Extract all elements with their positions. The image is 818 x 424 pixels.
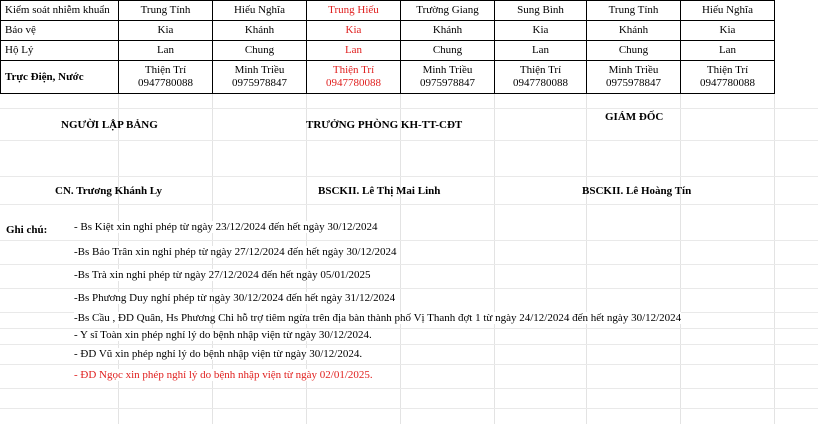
table-cell[interactable]: Kia [495,21,587,41]
staff-name: Minh Triều [234,64,285,76]
row-label[interactable]: Kiểm soát nhiễm khuẩn [1,1,119,21]
table-cell[interactable]: Lan [307,41,401,61]
director-name: BSCKII. Lê Hoàng Tín [582,185,692,197]
note-item[interactable]: - ĐD Vũ xin phép nghỉ lý do bệnh nhập viện từ ngày 30/12/2024. [74,348,363,360]
row-label[interactable]: Bảo vệ [1,21,119,41]
table-cell[interactable]: Kia [307,21,401,41]
note-item[interactable]: -Bs Phương Duy nghỉ phép từ ngày 30/12/2024 đến hết ngày 31/12/2024 [74,292,396,304]
notes-label: Ghi chú: [6,224,48,236]
table-cell[interactable]: Chung [213,41,307,61]
staff-name: Thiện Trí [144,64,187,76]
table-cell[interactable]: Lan [119,41,213,61]
table-cell[interactable] [587,61,681,94]
table-cell[interactable] [681,61,775,94]
staff-name: Thiện Trí [519,64,562,76]
row-label[interactable]: Hộ Lý [1,41,119,61]
table-cell[interactable]: Kia [681,21,775,41]
director-title: GIÁM ĐỐC [605,111,664,123]
table-cell[interactable]: Chung [587,41,681,61]
table-cell[interactable]: Trung Tính [587,1,681,21]
table-cell[interactable] [307,61,401,94]
staff-phone: 0947780088 [513,77,568,89]
table-row [1,1,775,21]
preparer-name: CN. Trương Khánh Ly [55,185,163,197]
staff-phone: 0975978847 [420,77,475,89]
preparer-title: NGƯỜI LẬP BẢNG [61,119,158,131]
table-cell[interactable] [213,61,307,94]
table-cell[interactable]: Khánh [587,21,681,41]
staff-phone: 0975978847 [606,77,661,89]
staff-name: Thiện Trí [706,64,749,76]
note-item[interactable]: - Bs Kiệt xin nghỉ phép từ ngày 23/12/2024 đến hết ngày 30/12/2024 [74,221,378,233]
table-cell[interactable]: Lan [495,41,587,61]
note-item[interactable]: -Bs Trà xin nghỉ phép từ ngày 27/12/2024 đến hết ngày 05/01/2025 [74,269,371,281]
table-cell[interactable]: Kia [119,21,213,41]
table-cell[interactable]: Khánh [401,21,495,41]
table-cell[interactable]: Trung Hiếu [307,1,401,21]
note-item[interactable]: - Y sĩ Toàn xin phép nghỉ lý do bệnh nhập viện từ ngày 30/12/2024. [74,329,372,341]
staff-phone: 0975978847 [232,77,287,89]
row-label[interactable]: Trực Điện, Nước [1,61,119,94]
table-cell[interactable]: Trung Tính [119,1,213,21]
table-cell[interactable] [401,61,495,94]
table-row [1,21,775,41]
staff-phone: 0947780088 [326,77,381,89]
table-cell[interactable]: Khánh [213,21,307,41]
note-item[interactable]: -Bs Cầu , ĐD Quân, Hs Phương Chi hỗ trợ tiêm ngừa trên địa bàn thành phố Vị Thanh đợt 1 từ ngày 24/12/2024 đến hết ngày 30/12/2024 [74,312,682,324]
note-item[interactable]: - ĐD Ngọc xin phép nghỉ lý do bệnh nhập viện từ ngày 02/01/2025. [74,369,373,381]
duty-schedule-table [0,0,775,94]
staff-phone: 0947780088 [700,77,755,89]
note-item[interactable]: -Bs Bảo Trân xin nghỉ phép từ ngày 27/12/2024 đến hết ngày 30/12/2024 [74,246,397,258]
table-cell[interactable] [119,61,213,94]
staff-phone: 0947780088 [138,77,193,89]
staff-name: Thiện Trí [332,64,375,76]
department-head-title: TRƯỞNG PHÒNG KH-TT-CĐT [306,119,463,131]
department-head-name: BSCKII. Lê Thị Mai Linh [318,185,441,197]
table-cell[interactable]: Trường Giang [401,1,495,21]
staff-name: Minh Triều [608,64,659,76]
table-cell[interactable]: Sung Bình [495,1,587,21]
table-row [1,41,775,61]
table-cell[interactable]: Lan [681,41,775,61]
staff-name: Minh Triều [422,64,473,76]
table-cell[interactable]: Hiếu Nghĩa [213,1,307,21]
table-cell[interactable]: Hiếu Nghĩa [681,1,775,21]
table-cell[interactable]: Chung [401,41,495,61]
table-row [1,61,775,94]
table-cell[interactable] [495,61,587,94]
